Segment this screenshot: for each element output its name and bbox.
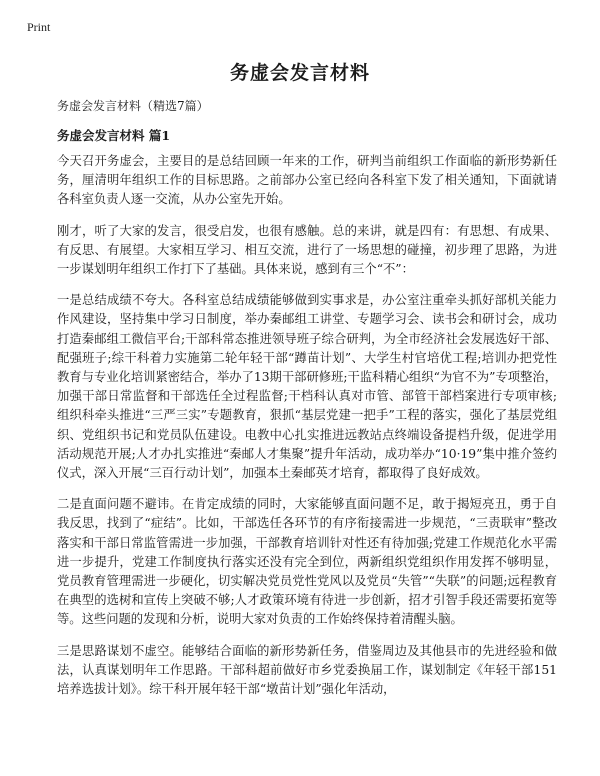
print-link[interactable]: Print (27, 20, 51, 34)
document-title: 务虚会发言材料 (229, 62, 370, 84)
document-subtitle: 务虚会发言材料（精选7篇） (57, 99, 209, 113)
paragraph: 一是总结成绩不夸大。各科室总结成绩能够做到实事求是，办公室注重牵头抓好部机关能力作风建设，坚持集中学习日制度，举办秦邮组工讲堂、专题学习会、读书会和研讨会，成功打造秦邮组工微信平台;干部科常态推进领导班子综合研判，为全市经济社会发展选好干部、配强班子;综干科着力实施第二轮年轻干部“蹲苗计划”、大学生村官培优工程;培训办把党性教育与专业化培训紧密结合，举办了13期干部研修班;干监科精心组织“为官不为”专项整治，加强干部日常监督和干部选任全过程监督;干档科认真对市管、部管干部档案进行专项审核;组织科牵头推进“三严三实”专题教育，狠抓“基层党建一把手”工程的落实，强化了基层党组织、党组织书记和党员队伍建设。电教中心扎实推进远教站点终端设备提档升级，促进学用活动规范开展;人才办扎实推进“秦邮人才集聚”提升年活动，成功举办“10·19”集中推介签约仪式，深入开展“三百行动计划”，加强本土秦邮英才培育，都取得了良好成效。 (57, 293, 557, 481)
section-heading: 务虚会发言材料 篇1 (57, 128, 171, 143)
paragraph: 二是直面问题不避讳。在肯定成绩的同时，大家能够直面问题不足，敢于揭短亮丑，勇于自我反思，找到了“症结”。比如，干部选任各环节的有序衔接需进一步规范，“三责联审”整改落实和干部日常监管需进一步加强，干部教育培训针对性还有待加强;党建工作规范化水平需进一步提升，党建工作制度执行落实还没有完全到位，两新组织党组织作用发挥不够明显，党员教育管理需进一步硬化，切实解决党员党性党风以及党员“失管”“失联”的问题;远程教育在典型的选树和宣传上突破不够;人才政策环境有待进一步创新，招才引智手段还需要拓宽等等。这些问题的发现和分析，说明大家对负责的工作始终保持着清醒头脑。 (57, 497, 557, 627)
paragraph: 刚才，听了大家的发言，很受启发，也很有感触。总的来讲，就是四有：有思想、有成果、有反思、有展望。大家相互学习、相互交流，进行了一场思想的碰撞，初步理了思路，为进一步谋划明年组织工作打下了基础。具体来说，感到有三个“不”： (57, 223, 557, 277)
paragraph: 今天召开务虚会，主要目的是总结回顾一年来的工作，研判当前组织工作面临的新形势新任务，厘清明年组织工作的目标思路。之前部办公室已经向各科室下发了相关通知，下面就请各科室负责人逐一交流，从办公室先开始。 (57, 154, 557, 207)
paragraph: 三是思路谋划不虚空。能够结合面临的新形势新任务，借鉴周边及其他县市的先进经验和做法，认真谋划明年工作思路。干部科超前做好市乡党委换届工作，谋划制定《年轻干部151培养选拔计划》。综干科开展年轻干部“墩苗计划”强化年活动， (57, 643, 557, 697)
article-body (57, 152, 557, 711)
